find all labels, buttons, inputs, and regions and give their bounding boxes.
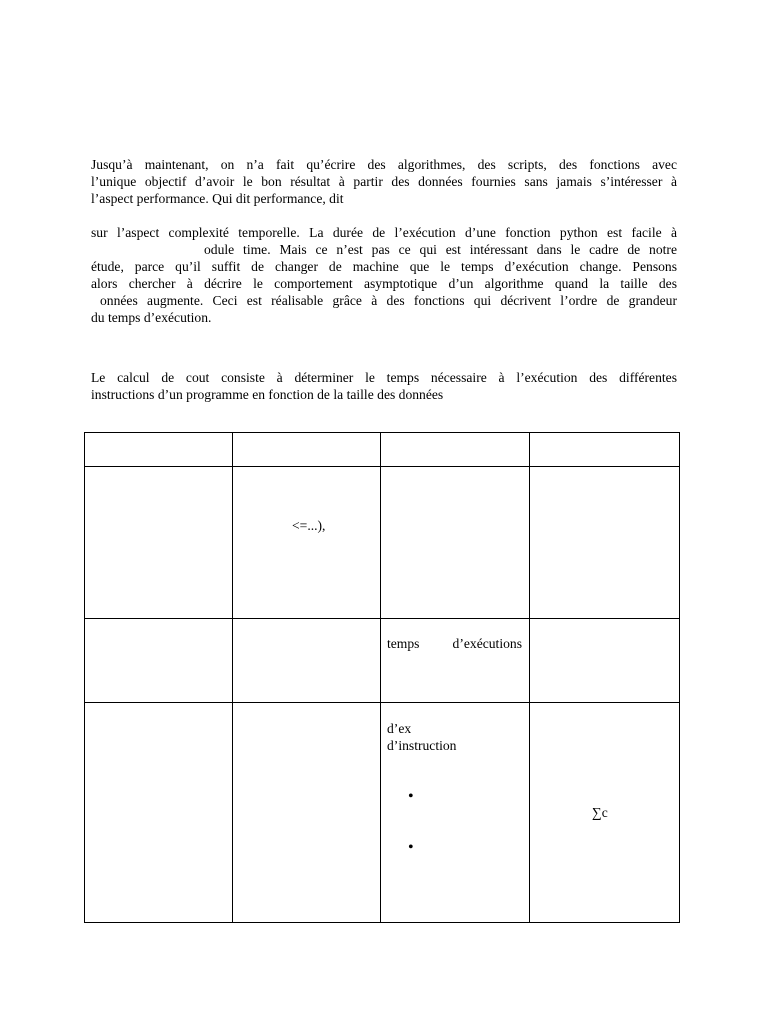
text-line: l’unique objectif d’avoir le bon résultat à partir des données fournies sans jamais s’intéresser à xyxy=(91,174,677,189)
table-row xyxy=(85,619,680,703)
table-cell xyxy=(530,433,680,467)
table-cell xyxy=(381,467,530,619)
cost-table xyxy=(84,432,680,923)
text-line: odule time. Mais ce n’est pas ce qui est intéressant dans le cadre de notre xyxy=(204,242,677,257)
text-line: sur l’aspect complexité temporelle. La durée de l’exécution d’une fonction python est facile à xyxy=(91,225,677,240)
paragraph-cost xyxy=(91,369,677,403)
text-line: Jusqu’à maintenant, on n’a fait qu’écrire des algorithmes, des scripts, des fonctions avec xyxy=(91,157,677,172)
cell-text: d’ex xyxy=(387,721,412,736)
table-cell xyxy=(530,619,680,703)
condition-text: <=...), xyxy=(292,518,326,533)
text-line: onnées augmente. Ceci est réalisable grâce à des fonctions qui décrivent l’ordre de grandeur xyxy=(100,293,677,308)
paragraph-intro xyxy=(91,156,677,207)
text-line: du temps d’exécution. xyxy=(91,310,212,325)
table-cell xyxy=(233,433,381,467)
text-line: instructions d’un programme en fonction de la taille des données xyxy=(91,387,444,402)
table-cell xyxy=(530,467,680,619)
table-cell xyxy=(85,703,233,923)
sum-symbol-text: ∑c xyxy=(592,805,608,820)
table-cell xyxy=(381,433,530,467)
table-cell xyxy=(381,619,530,703)
text-line: l’aspect performance. Qui dit performance, dit xyxy=(91,191,344,206)
table-cell xyxy=(381,703,530,923)
table-cell xyxy=(530,703,680,923)
table-row xyxy=(85,467,680,619)
table-cell xyxy=(85,433,233,467)
table-row xyxy=(85,433,680,467)
table-row xyxy=(85,703,680,923)
table-cell xyxy=(233,703,381,923)
execution-time-text: temps d’exécutions xyxy=(387,636,522,651)
text-line: alors chercher à décrire le comportement asymptotique d’un algorithme quand la taille des xyxy=(91,276,677,291)
cell-text: d’instruction xyxy=(387,738,457,753)
text-line: étude, parce qu’il suffit de changer de machine que le temps d’exécution change. Pensons xyxy=(91,259,677,274)
table-cell xyxy=(85,619,233,703)
table-cell xyxy=(233,619,381,703)
paragraph-complexity xyxy=(91,224,677,326)
bullet-point: • xyxy=(408,788,414,805)
table-cell xyxy=(85,467,233,619)
bullet-point: • xyxy=(408,839,414,856)
text-line: Le calcul de cout consiste à déterminer le temps nécessaire à l’exécution des différentes xyxy=(91,370,677,385)
table-cell xyxy=(233,467,381,619)
